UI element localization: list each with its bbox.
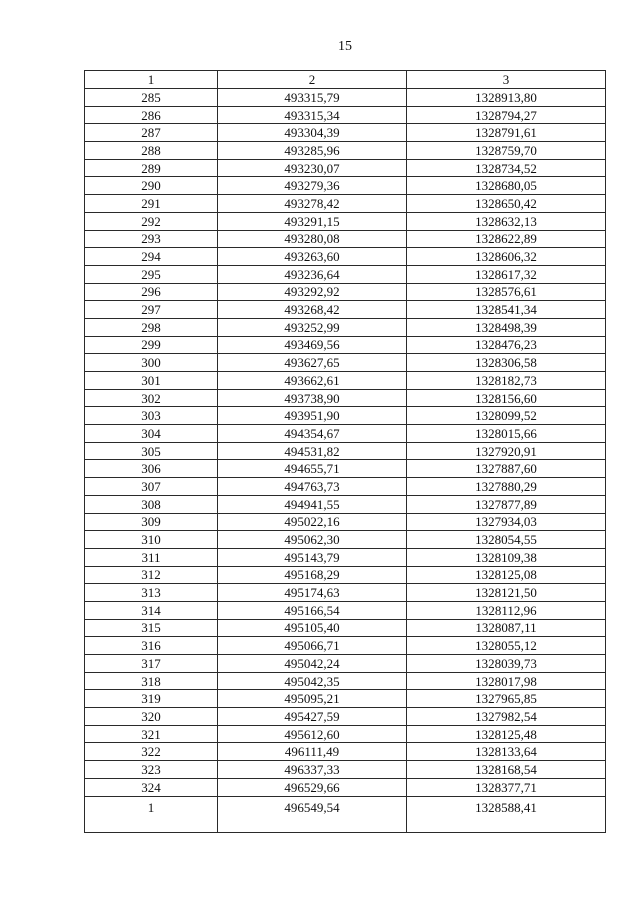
table-row: [85, 389, 606, 407]
cell-x-coordinate: 493315,79: [218, 89, 407, 107]
cell-point-number: 304: [85, 425, 218, 443]
cell-point-number: 313: [85, 584, 218, 602]
cell-x-coordinate: 495166,54: [218, 601, 407, 619]
table-row: [85, 124, 606, 142]
table-row: [85, 743, 606, 761]
cell-x-coordinate: 494531,82: [218, 442, 407, 460]
cell-x-coordinate: 495042,24: [218, 655, 407, 673]
cell-x-coordinate: 496337,33: [218, 761, 407, 779]
cell-y-coordinate: 1328791,61: [407, 124, 606, 142]
table-row: [85, 336, 606, 354]
table-row: [85, 566, 606, 584]
cell-x-coordinate: 495095,21: [218, 690, 407, 708]
header-y-coordinate: 3: [407, 71, 606, 89]
table-row: [85, 283, 606, 301]
cell-x-coordinate: 494941,55: [218, 495, 407, 513]
cell-y-coordinate: 1328759,70: [407, 142, 606, 160]
cell-point-number: 314: [85, 601, 218, 619]
cell-point-number: 290: [85, 177, 218, 195]
cell-point-number: 303: [85, 407, 218, 425]
table-row: [85, 265, 606, 283]
cell-y-coordinate: 1327982,54: [407, 708, 606, 726]
cell-y-coordinate: 1328588,41: [407, 796, 606, 832]
cell-point-number: 320: [85, 708, 218, 726]
cell-x-coordinate: 494655,71: [218, 460, 407, 478]
cell-y-coordinate: 1327887,60: [407, 460, 606, 478]
cell-y-coordinate: 1328606,32: [407, 248, 606, 266]
cell-x-coordinate: 493263,60: [218, 248, 407, 266]
cell-x-coordinate: 495427,59: [218, 708, 407, 726]
table-row: [85, 195, 606, 213]
table-row: [85, 248, 606, 266]
table-row: [85, 655, 606, 673]
cell-x-coordinate: 493252,99: [218, 318, 407, 336]
cell-y-coordinate: 1328377,71: [407, 778, 606, 796]
table-row: [85, 495, 606, 513]
table-row: [85, 513, 606, 531]
cell-point-number: 287: [85, 124, 218, 142]
cell-point-number: 309: [85, 513, 218, 531]
table-row: [85, 796, 606, 832]
table-row: [85, 778, 606, 796]
table-row: [85, 442, 606, 460]
header-x-coordinate: 2: [218, 71, 407, 89]
header-point-number: 1: [85, 71, 218, 89]
table-row: [85, 177, 606, 195]
cell-point-number: 305: [85, 442, 218, 460]
cell-y-coordinate: 1328015,66: [407, 425, 606, 443]
cell-y-coordinate: 1327920,91: [407, 442, 606, 460]
table-row: [85, 407, 606, 425]
table-row: [85, 761, 606, 779]
cell-x-coordinate: 495168,29: [218, 566, 407, 584]
cell-y-coordinate: 1328794,27: [407, 106, 606, 124]
cell-x-coordinate: 493236,64: [218, 265, 407, 283]
cell-x-coordinate: 493469,56: [218, 336, 407, 354]
cell-point-number: 308: [85, 495, 218, 513]
cell-y-coordinate: 1328182,73: [407, 372, 606, 390]
cell-point-number: 300: [85, 354, 218, 372]
cell-x-coordinate: 493280,08: [218, 230, 407, 248]
table-row: [85, 425, 606, 443]
cell-y-coordinate: 1327880,29: [407, 478, 606, 496]
cell-y-coordinate: 1328541,34: [407, 301, 606, 319]
cell-y-coordinate: 1328099,52: [407, 407, 606, 425]
cell-x-coordinate: 495022,16: [218, 513, 407, 531]
cell-x-coordinate: 493304,39: [218, 124, 407, 142]
cell-y-coordinate: 1327934,03: [407, 513, 606, 531]
cell-point-number: 288: [85, 142, 218, 160]
cell-y-coordinate: 1328112,96: [407, 601, 606, 619]
cell-x-coordinate: 495062,30: [218, 531, 407, 549]
cell-y-coordinate: 1328622,89: [407, 230, 606, 248]
table-row: [85, 106, 606, 124]
header-row: [85, 71, 606, 89]
coordinates-table: [84, 70, 606, 833]
cell-y-coordinate: 1327965,85: [407, 690, 606, 708]
cell-x-coordinate: 493627,65: [218, 354, 407, 372]
table-row: [85, 372, 606, 390]
cell-x-coordinate: 495174,63: [218, 584, 407, 602]
cell-x-coordinate: 496549,54: [218, 796, 407, 832]
table-row: [85, 212, 606, 230]
cell-y-coordinate: 1328121,50: [407, 584, 606, 602]
cell-y-coordinate: 1328039,73: [407, 655, 606, 673]
cell-point-number: 311: [85, 548, 218, 566]
cell-x-coordinate: 495066,71: [218, 637, 407, 655]
cell-y-coordinate: 1328650,42: [407, 195, 606, 213]
table-row: [85, 159, 606, 177]
table-row: [85, 637, 606, 655]
cell-point-number: 321: [85, 725, 218, 743]
cell-y-coordinate: 1327877,89: [407, 495, 606, 513]
page-number: 15: [338, 39, 352, 54]
cell-point-number: 301: [85, 372, 218, 390]
cell-point-number: 291: [85, 195, 218, 213]
cell-x-coordinate: 496111,49: [218, 743, 407, 761]
cell-point-number: 318: [85, 672, 218, 690]
table-row: [85, 672, 606, 690]
cell-point-number: 315: [85, 619, 218, 637]
cell-point-number: 310: [85, 531, 218, 549]
cell-y-coordinate: 1328125,08: [407, 566, 606, 584]
cell-y-coordinate: 1328576,61: [407, 283, 606, 301]
cell-y-coordinate: 1328087,11: [407, 619, 606, 637]
cell-x-coordinate: 495143,79: [218, 548, 407, 566]
cell-point-number: 317: [85, 655, 218, 673]
cell-point-number: 286: [85, 106, 218, 124]
cell-point-number: 307: [85, 478, 218, 496]
cell-point-number: 322: [85, 743, 218, 761]
cell-y-coordinate: 1328125,48: [407, 725, 606, 743]
table-row: [85, 531, 606, 549]
cell-point-number: 319: [85, 690, 218, 708]
cell-x-coordinate: 494763,73: [218, 478, 407, 496]
table-row: [85, 619, 606, 637]
cell-point-number: 293: [85, 230, 218, 248]
table-row: [85, 708, 606, 726]
cell-x-coordinate: 493230,07: [218, 159, 407, 177]
cell-point-number: 324: [85, 778, 218, 796]
cell-y-coordinate: 1328054,55: [407, 531, 606, 549]
cell-point-number: 299: [85, 336, 218, 354]
table-row: [85, 89, 606, 107]
cell-point-number: 294: [85, 248, 218, 266]
cell-x-coordinate: 493292,92: [218, 283, 407, 301]
cell-point-number: 316: [85, 637, 218, 655]
cell-point-number: 323: [85, 761, 218, 779]
cell-y-coordinate: 1328632,13: [407, 212, 606, 230]
cell-point-number: 306: [85, 460, 218, 478]
table-body: [85, 89, 606, 833]
table-row: [85, 301, 606, 319]
cell-point-number: 285: [85, 89, 218, 107]
cell-y-coordinate: 1328055,12: [407, 637, 606, 655]
cell-y-coordinate: 1328734,52: [407, 159, 606, 177]
cell-y-coordinate: 1328109,38: [407, 548, 606, 566]
cell-point-number: 292: [85, 212, 218, 230]
cell-point-number: 289: [85, 159, 218, 177]
cell-x-coordinate: 494354,67: [218, 425, 407, 443]
cell-point-number: 298: [85, 318, 218, 336]
cell-x-coordinate: 493738,90: [218, 389, 407, 407]
table-row: [85, 318, 606, 336]
cell-point-number: 302: [85, 389, 218, 407]
table-header: [85, 71, 606, 89]
cell-point-number: 1: [85, 796, 218, 832]
cell-y-coordinate: 1328913,80: [407, 89, 606, 107]
cell-x-coordinate: 495042,35: [218, 672, 407, 690]
table-row: [85, 230, 606, 248]
cell-y-coordinate: 1328168,54: [407, 761, 606, 779]
table-row: [85, 142, 606, 160]
cell-point-number: 297: [85, 301, 218, 319]
cell-x-coordinate: 493291,15: [218, 212, 407, 230]
table-row: [85, 601, 606, 619]
cell-point-number: 296: [85, 283, 218, 301]
cell-y-coordinate: 1328617,32: [407, 265, 606, 283]
cell-x-coordinate: 493951,90: [218, 407, 407, 425]
table-row: [85, 354, 606, 372]
table-row: [85, 548, 606, 566]
cell-y-coordinate: 1328498,39: [407, 318, 606, 336]
cell-y-coordinate: 1328476,23: [407, 336, 606, 354]
cell-y-coordinate: 1328017,98: [407, 672, 606, 690]
cell-x-coordinate: 493285,96: [218, 142, 407, 160]
cell-x-coordinate: 493268,42: [218, 301, 407, 319]
cell-x-coordinate: 495105,40: [218, 619, 407, 637]
cell-x-coordinate: 493278,42: [218, 195, 407, 213]
cell-y-coordinate: 1328306,58: [407, 354, 606, 372]
cell-x-coordinate: 493315,34: [218, 106, 407, 124]
cell-x-coordinate: 493662,61: [218, 372, 407, 390]
cell-y-coordinate: 1328680,05: [407, 177, 606, 195]
table-row: [85, 478, 606, 496]
cell-x-coordinate: 495612,60: [218, 725, 407, 743]
table-row: [85, 584, 606, 602]
table-row: [85, 725, 606, 743]
cell-x-coordinate: 493279,36: [218, 177, 407, 195]
cell-y-coordinate: 1328133,64: [407, 743, 606, 761]
cell-point-number: 295: [85, 265, 218, 283]
cell-point-number: 312: [85, 566, 218, 584]
cell-y-coordinate: 1328156,60: [407, 389, 606, 407]
table-row: [85, 690, 606, 708]
cell-x-coordinate: 496529,66: [218, 778, 407, 796]
table-row: [85, 460, 606, 478]
